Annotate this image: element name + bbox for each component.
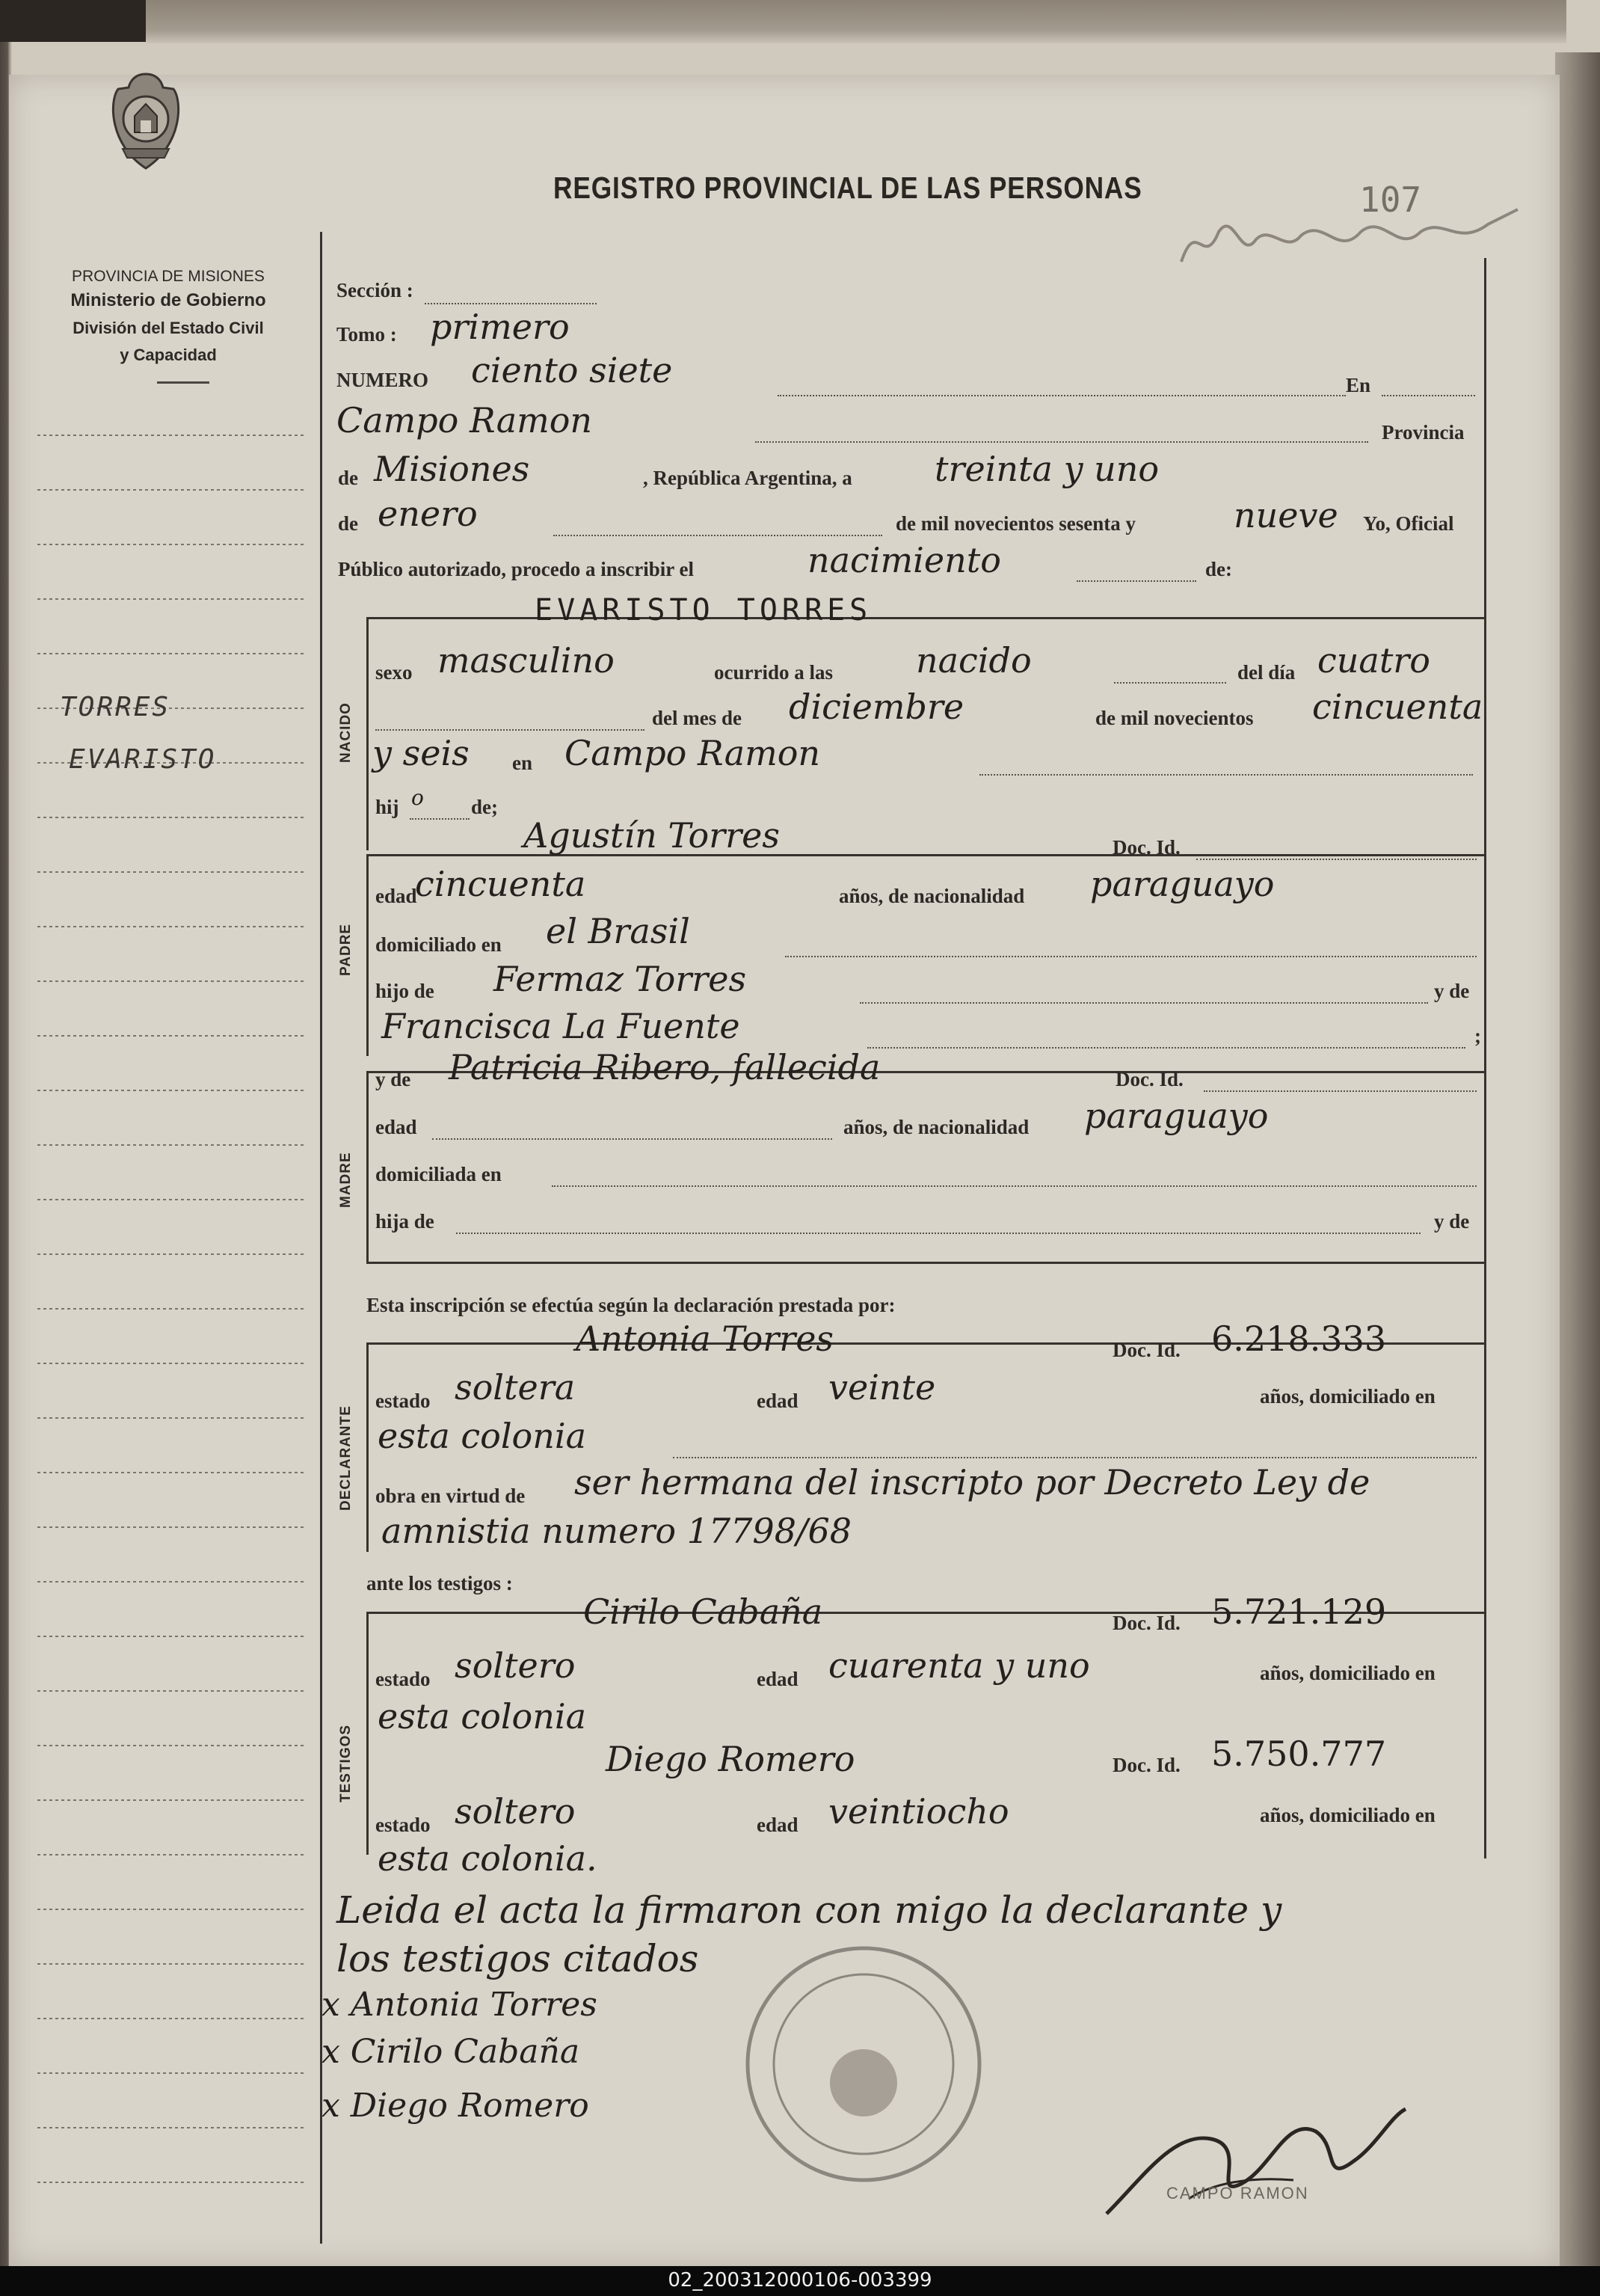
- value-numero: ciento siete: [471, 350, 673, 390]
- madre-edad-label: edad: [375, 1116, 417, 1138]
- dots-en: [1382, 395, 1475, 396]
- closing-line2: los testigos citados: [336, 1937, 699, 1980]
- dots-lugar: [755, 441, 1368, 443]
- header-division-line1: División del Estado Civil: [73, 319, 264, 337]
- madre-hija-label: hija de: [375, 1210, 434, 1233]
- testigo2-domicilio: esta colonia.: [378, 1838, 597, 1879]
- office-stamp-text: CAMPO RAMON: [1166, 2184, 1309, 2203]
- madre-bottom-rule: [366, 1262, 1484, 1264]
- madre-domicilio-dots: [552, 1185, 1477, 1187]
- declarante-domicilio-label: años, domiciliado en: [1260, 1385, 1436, 1408]
- padre-padre-de: Fermaz Torres: [493, 959, 747, 999]
- testigo1-estado: soltero: [455, 1645, 576, 1686]
- declarante-domicilio: esta colonia: [378, 1416, 586, 1456]
- madre-doc-dots: [1204, 1090, 1477, 1092]
- dots-acto: [1077, 580, 1196, 582]
- label-ocurrido: ocurrido a las: [714, 661, 833, 684]
- padre-madre-de: Francisca La Fuente: [381, 1006, 740, 1046]
- madre-domicilio-label: domiciliada en: [375, 1163, 502, 1185]
- value-anio: nueve: [1234, 495, 1338, 535]
- dots-del-mes: [375, 729, 644, 731]
- declarante-doc: 6.218.333: [1211, 1319, 1387, 1359]
- section-label-nacido: NACIDO: [338, 702, 354, 763]
- dots-lugar-nacimiento: [979, 774, 1473, 776]
- testigo2-nombre: Diego Romero: [606, 1739, 855, 1779]
- label-republica: , República Argentina, a: [643, 467, 852, 489]
- label-tomo: Tomo :: [336, 323, 397, 346]
- margin-given-name: EVARISTO: [69, 744, 217, 775]
- testigos-intro: ante los testigos :: [366, 1572, 513, 1594]
- dots-hora: [1114, 682, 1226, 684]
- padre-nacionalidad-label: años, de nacionalidad: [839, 885, 1025, 907]
- testigo1-domicilio-label: años, domiciliado en: [1260, 1662, 1436, 1684]
- declarante-intro: Esta inscripción se efectúa según la declaración prestada por:: [366, 1294, 896, 1316]
- section-label-padre: PADRE: [338, 923, 354, 976]
- declarante-nombre: Antonia Torres: [576, 1319, 834, 1359]
- padre-domicilio-label: domiciliado en: [375, 933, 502, 956]
- declarante-edad: veinte: [828, 1367, 936, 1408]
- signature-antonia: x Antonia Torres: [321, 1986, 597, 2024]
- testigo2-edad-label: edad: [757, 1814, 799, 1836]
- value-hij: o: [411, 785, 424, 810]
- dots-hij: [410, 818, 470, 820]
- madre-edad-dots: [432, 1138, 832, 1140]
- value-acto: nacimiento: [807, 540, 1001, 580]
- madre-yde-label: y de: [375, 1068, 411, 1090]
- value-dia-nacimiento: cuatro: [1317, 640, 1430, 681]
- value-provincia: Misiones: [374, 449, 530, 489]
- declarante-obra-line2: amnistia numero 17798/68: [381, 1511, 852, 1551]
- madre-nacionalidad-label: años, de nacionalidad: [843, 1116, 1030, 1138]
- official-stamp-seal: [740, 1941, 987, 2188]
- label-en-2: en: [512, 752, 532, 774]
- madre-bracket: [366, 1071, 369, 1262]
- padre-doc-label: Doc. Id.: [1113, 836, 1181, 859]
- padre-edad: cincuenta: [415, 864, 586, 904]
- value-sexo: masculino: [437, 640, 615, 681]
- header-province: PROVINCIA DE MISIONES: [72, 268, 265, 285]
- label-de: de: [338, 467, 358, 489]
- testigo1-doc: 5.721.129: [1211, 1591, 1387, 1632]
- testigo2-estado-label: estado: [375, 1814, 431, 1836]
- value-anio-nacimiento: cincuenta: [1312, 687, 1483, 727]
- madre-nacionalidad: paraguayo: [1084, 1096, 1269, 1136]
- folio-scrawl-mark: [1174, 202, 1525, 284]
- label-numero: NUMERO: [336, 369, 428, 391]
- padre-hijo-label: hijo de: [375, 980, 434, 1002]
- image-caption-bar: [0, 2266, 1600, 2296]
- label-hij: hij: [375, 796, 399, 818]
- padre-doc-dots: [1196, 859, 1477, 860]
- image-caption: 02_200312000106-003399: [668, 2269, 932, 2292]
- testigo2-doc-label: Doc. Id.: [1113, 1754, 1181, 1776]
- padre-hijo-dots: [860, 1002, 1428, 1004]
- declarante-estado-label: estado: [375, 1390, 431, 1412]
- value-mes-nacimiento: diciembre: [789, 687, 964, 727]
- book-binding-edge: [146, 0, 1566, 43]
- padre-bracket: [366, 854, 369, 1056]
- declarante-doc-label: Doc. Id.: [1113, 1339, 1181, 1361]
- testigo2-doc: 5.750.777: [1211, 1734, 1387, 1774]
- value-mes: enero: [378, 494, 478, 534]
- signature-diego: x Diego Romero: [321, 2087, 589, 2125]
- header-ministry: Ministerio de Gobierno: [70, 290, 266, 310]
- book-binding-dark: [0, 0, 150, 42]
- padre-domicilio-dots: [785, 956, 1477, 957]
- right-border-rule: [1484, 258, 1486, 1858]
- declarante-domicilio-dots: [673, 1457, 1477, 1458]
- label-mil-novecientos: de mil novecientos sesenta y: [896, 512, 1136, 535]
- header-division-line2: y Capacidad: [120, 346, 217, 364]
- testigo1-nombre: Cirilo Cabaña: [583, 1591, 823, 1632]
- label-sexo: sexo: [375, 661, 413, 684]
- declarante-bracket: [366, 1342, 369, 1552]
- value-lugar-nacimiento: Campo Ramon: [564, 733, 821, 773]
- madre-nombre: Patricia Ribero, fallecida: [449, 1047, 881, 1087]
- testigo2-estado: soltero: [455, 1791, 576, 1832]
- province-crest-icon: [105, 71, 187, 172]
- dots-seccion: [425, 303, 597, 304]
- value-nombre-inscripto: EVARISTO TORRES: [535, 593, 873, 627]
- label-yo-oficial: Yo, Oficial: [1363, 512, 1454, 535]
- closing-line1: Leida el acta la firmaron con migo la declarante y: [336, 1888, 1282, 1932]
- label-de-2: de: [338, 512, 358, 535]
- declarante-edad-label: edad: [757, 1390, 799, 1412]
- value-hora: nacido: [916, 640, 1032, 681]
- label-de-3: de:: [1205, 558, 1232, 580]
- header-rule: [157, 381, 209, 384]
- label-provincia: Provincia: [1382, 421, 1465, 443]
- dots-numero: [778, 395, 1346, 396]
- value-dia: treinta y uno: [935, 449, 1160, 489]
- padre-nombre: Agustín Torres: [523, 815, 780, 856]
- testigo2-edad: veintiocho: [828, 1791, 1009, 1832]
- folio-number: 107: [1359, 179, 1422, 220]
- declarante-obra-label: obra en virtud de: [375, 1485, 526, 1507]
- madre-yde2-label: y de: [1434, 1210, 1470, 1233]
- section-label-madre: MADRE: [338, 1152, 354, 1208]
- section-label-testigos: TESTIGOS: [338, 1724, 354, 1802]
- madre-doc-label: Doc. Id.: [1116, 1068, 1184, 1090]
- padre-domicilio: el Brasil: [546, 911, 690, 951]
- testigo1-doc-label: Doc. Id.: [1113, 1612, 1181, 1634]
- testigo1-estado-label: estado: [375, 1668, 431, 1690]
- page-stack-edge: [1555, 52, 1600, 2266]
- section-label-declarante: DECLARANTE: [338, 1405, 354, 1511]
- label-en: En: [1346, 374, 1371, 396]
- testigo1-domicilio: esta colonia: [378, 1696, 586, 1737]
- padre-madre-de-dots: [867, 1047, 1465, 1049]
- label-seccion: Sección :: [336, 279, 413, 301]
- label-del-mes: del mes de: [652, 707, 742, 729]
- padre-semicolon: ;: [1474, 1025, 1481, 1047]
- margin-ruled-lines: [37, 389, 307, 2221]
- margin-surname: TORRES: [60, 692, 171, 722]
- padre-edad-label: edad: [375, 885, 417, 907]
- declarante-estado: soltera: [455, 1367, 576, 1408]
- madre-hija-dots: [456, 1233, 1421, 1234]
- value-lugar: Campo Ramon: [336, 400, 593, 441]
- label-mil-novecientos-2: de mil novecientos: [1095, 707, 1254, 729]
- page-title: REGISTRO PROVINCIAL DE LAS PERSONAS: [553, 171, 1142, 205]
- testigo1-edad: cuarenta y uno: [828, 1645, 1090, 1686]
- testigos-bracket: [366, 1612, 369, 1855]
- testigo1-edad-label: edad: [757, 1668, 799, 1690]
- padre-yde-label: y de: [1434, 980, 1470, 1002]
- dots-mes: [553, 535, 882, 536]
- testigo2-domicilio-label: años, domiciliado en: [1260, 1804, 1436, 1826]
- label-de-4: de;: [471, 796, 498, 818]
- label-del-dia: del día: [1237, 661, 1296, 684]
- padre-nacionalidad: paraguayo: [1090, 864, 1275, 904]
- value-anio-nacimiento-cont: y seis: [372, 733, 470, 773]
- value-tomo: primero: [430, 307, 570, 347]
- nacido-bracket: [366, 617, 369, 850]
- label-publico: Público autorizado, procedo a inscribir el: [338, 558, 694, 580]
- signature-cirilo: x Cirilo Cabaña: [321, 2033, 580, 2071]
- declarante-obra-line1: ser hermana del inscripto por Decreto Ley de: [574, 1462, 1370, 1502]
- left-margin-rule: [320, 232, 322, 2244]
